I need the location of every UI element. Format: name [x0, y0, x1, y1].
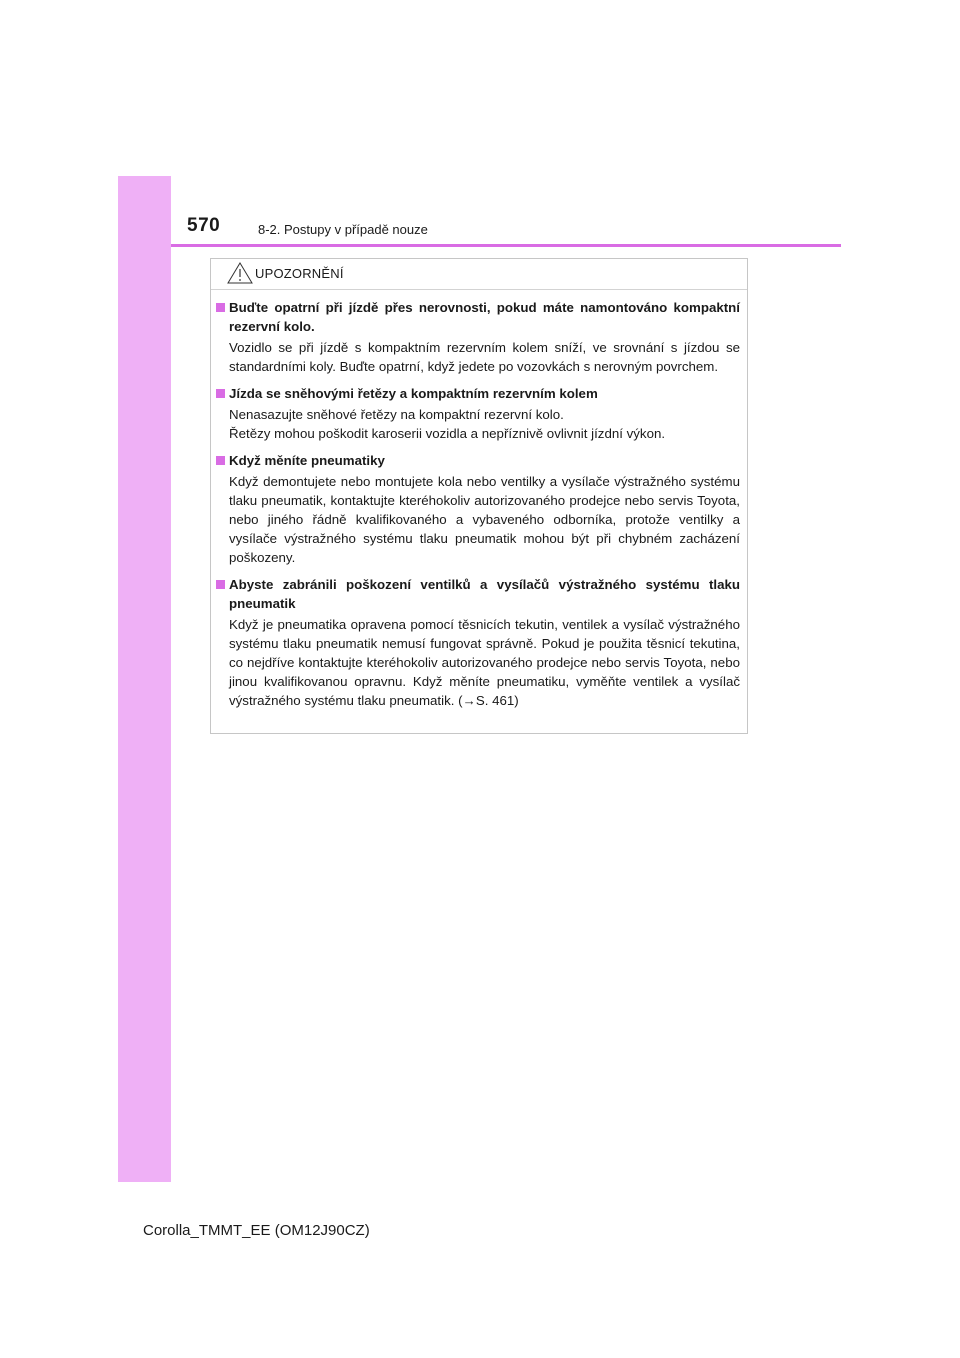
warning-header [211, 259, 747, 290]
warning-item-heading [216, 451, 740, 470]
square-bullet-icon [216, 580, 225, 589]
warning-item-heading-text: Buďte opatrní při jízdě přes nerovnosti, pokud máte namontováno kompaktní rezervní kolo. [229, 300, 740, 334]
warning-item [216, 298, 740, 376]
square-bullet-icon [216, 303, 225, 312]
warning-item-heading-text: Jízda se sněhovými řetězy a kompaktním rezervním kolem [229, 386, 598, 401]
warning-triangle-icon [227, 262, 253, 284]
warning-title: UPOZORNĚNÍ [255, 266, 344, 281]
side-tab-bar [118, 176, 171, 1182]
square-bullet-icon [216, 456, 225, 465]
warning-item-text [216, 615, 740, 710]
warning-item [216, 575, 740, 710]
warning-item [216, 384, 740, 443]
warning-item [216, 451, 740, 567]
warning-paragraph: Když je pneumatika opravena pomocí těsnicích tekutin, ventilek a vysílač výstražného systému tlaku pneumatik nemusí fungovat správně. Pokud je použita těsnicí tekutina, co nejdříve kontaktujte kteréhokoliv autorizovaného prodejce nebo servis Toyota, nebo jinou kvalifikovanou opravnu. Když měníte pneumatiku, vyměňte ventilek a vysílač výstražného systému tlaku pneumatik. (→S. 461) [229, 617, 740, 708]
warning-item-heading-text: Když měníte pneumatiky [229, 453, 385, 468]
section-title: 8-2. Postupy v případě nouze [258, 222, 428, 237]
warning-item-text [216, 405, 740, 443]
warning-paragraph: Řetězy mohou poškodit karoserii vozidla a nepříznivě ovlivnit jízdní výkon. [229, 426, 666, 441]
warning-item-text [216, 472, 740, 567]
header-divider [171, 244, 841, 247]
square-bullet-icon [216, 389, 225, 398]
warning-item-heading-text: Abyste zabránili poškození ventilků a vysílačů výstražného systému tlaku pneumatik [229, 577, 740, 611]
warning-item-heading [216, 575, 740, 613]
warning-item-heading [216, 298, 740, 336]
warning-item-text [216, 338, 740, 376]
warning-paragraph: Vozidlo se při jízdě s kompaktním rezervním kolem sníží, ve srovnání s jízdou se standardními koly. Buďte opatrní, když jedete po vozovkách s nerovným povrchem. [229, 340, 740, 374]
warning-paragraph: Když demontujete nebo montujete kola nebo ventilky a vysílače výstražného systému tlaku pneumatik, kontaktujte kteréhokoliv autorizovaného prodejce nebo servis Toyota, nebo jiného řádně kvalifikovaného a vybaveného odborníka, protože ventilky a vysílače výstražného systému tlaku pneumatik mohou být při chybném zacházení poškozeny. [229, 474, 740, 565]
warning-paragraph: Nenasazujte sněhové řetězy na kompaktní rezervní kolo. [229, 407, 564, 422]
warning-body [211, 290, 747, 710]
document-id: Corolla_TMMT_EE (OM12J90CZ) [143, 1222, 370, 1239]
page-number: 570 [187, 215, 221, 236]
warning-item-heading [216, 384, 740, 403]
warning-box [210, 258, 748, 734]
